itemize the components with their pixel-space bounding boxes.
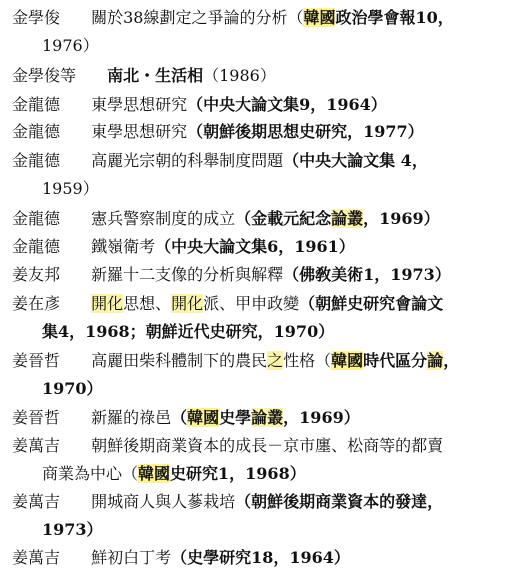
entry-publication: （朝鮮後期思想史研究，1977） <box>187 122 424 141</box>
entry-author: 金學俊 <box>12 8 61 27</box>
entry-author: 姜萬吉 <box>12 492 61 511</box>
entry-title: 高麗田柴科體制下的農民 <box>91 351 268 370</box>
entry-author: 金龍德 <box>12 209 61 228</box>
bibliography-entry <box>12 488 520 516</box>
entry-author: 金龍德 <box>12 95 61 114</box>
entry-title: 東學思想研究 <box>91 95 188 114</box>
entry-publication: （1986） <box>203 66 276 85</box>
entry-title: 派、甲申政變 <box>203 294 300 313</box>
entry-publication: ，1969） <box>283 408 360 427</box>
bibliography-entry <box>12 261 520 289</box>
entry-continuation: 1959） <box>42 179 99 198</box>
entry-title: 朝鮮後期商業資本的成長－京市廛、松商等的都賣 <box>91 436 444 455</box>
entry-publication: （中央大論文集9，1964） <box>187 95 387 114</box>
entry-title: 新羅的祿邑 <box>91 408 172 427</box>
entry-title: 新羅十二支像的分析與解釋 <box>91 265 284 284</box>
highlighted-text: 論叢 <box>331 209 364 228</box>
entry-author: 金龍德 <box>12 237 61 256</box>
entry-title: 性格（ <box>283 351 332 370</box>
entry-title: 思想、 <box>123 294 172 313</box>
bibliography-entry <box>12 62 520 90</box>
bibliography-entry <box>12 544 520 572</box>
bibliography-entry <box>12 91 520 119</box>
entry-title: 商業為中心（ <box>42 464 139 483</box>
entry-title: 鮮初白丁考 <box>91 548 172 567</box>
bibliography-entry <box>12 233 520 261</box>
bibliography-entry <box>12 347 520 375</box>
entry-publication: （ <box>171 408 188 427</box>
entry-publication: （朝鮮史研究會論文 <box>299 294 444 313</box>
entry-publication: （中央大論文集6，1961） <box>155 237 355 256</box>
bibliography-entry <box>12 118 520 146</box>
entry-author: 金龍德 <box>12 151 61 170</box>
entry-publication: 史研究1，1968） <box>170 464 306 483</box>
entry-publication: ， <box>443 351 460 370</box>
entry-author: 姜友邦 <box>12 265 61 284</box>
entry-title: 南北・生活相 <box>107 66 204 85</box>
highlighted-text: 開化 <box>91 294 124 313</box>
highlighted-text: 開化 <box>171 294 204 313</box>
entry-author: 姜萬吉 <box>12 548 61 567</box>
entry-publication: （史學研究18，1964） <box>171 548 350 567</box>
entry-title: 關於38線劃定之爭論的分析（ <box>91 8 304 27</box>
highlighted-text: 之 <box>267 351 284 370</box>
entry-publication: ，1969） <box>363 209 440 228</box>
entry-publication: 政治學會報10， <box>335 8 454 27</box>
entry-author: 姜在彥 <box>12 294 61 313</box>
highlighted-text: 韓國 <box>331 351 364 370</box>
entry-continuation: 1976） <box>42 36 99 55</box>
entry-continuation: 1970） <box>42 379 103 398</box>
highlighted-text: 韓國 <box>138 464 171 483</box>
bibliography-entry <box>12 290 520 318</box>
entry-continuation: 1973） <box>42 520 103 539</box>
entry-author: 姜晉哲 <box>12 408 61 427</box>
entry-publication: （中央大論文集 4， <box>283 151 428 170</box>
entry-continuation: 集4，1968；朝鮮近代史研究，1970） <box>42 322 335 341</box>
entry-author: 姜萬吉 <box>12 436 61 455</box>
highlighted-text: 韓國 <box>187 408 220 427</box>
entry-title: 高麗光宗朝的科舉制度問題 <box>91 151 284 170</box>
highlighted-text: 論 <box>427 351 444 370</box>
entry-publication: 時代區分 <box>363 351 428 370</box>
entry-publication: 史學 <box>219 408 252 427</box>
bibliography-entry <box>12 147 520 175</box>
highlighted-text: 韓國 <box>303 8 336 27</box>
entry-continuation <box>42 460 306 488</box>
entry-title: 東學思想研究 <box>91 122 188 141</box>
entry-author: 姜晉哲 <box>12 351 61 370</box>
bibliography-entry <box>12 432 520 460</box>
bibliography-entry <box>12 4 520 32</box>
entry-title: 憲兵警察制度的成立 <box>91 209 236 228</box>
highlighted-text: 論叢 <box>251 408 284 427</box>
entry-publication: （金載元紀念 <box>235 209 332 228</box>
entry-author: 金龍德 <box>12 122 61 141</box>
entry-publication: （佛敎美術1，1973） <box>283 265 451 284</box>
entry-publication: （朝鮮後期商業資本的發達， <box>235 492 444 511</box>
entry-title: 開城商人與人蔘栽培 <box>91 492 236 511</box>
entry-title: 鐵嶺衛考 <box>91 237 156 256</box>
entry-author: 金學俊等 <box>12 66 77 85</box>
bibliography-entry <box>12 404 520 432</box>
bibliography-entry <box>12 205 520 233</box>
